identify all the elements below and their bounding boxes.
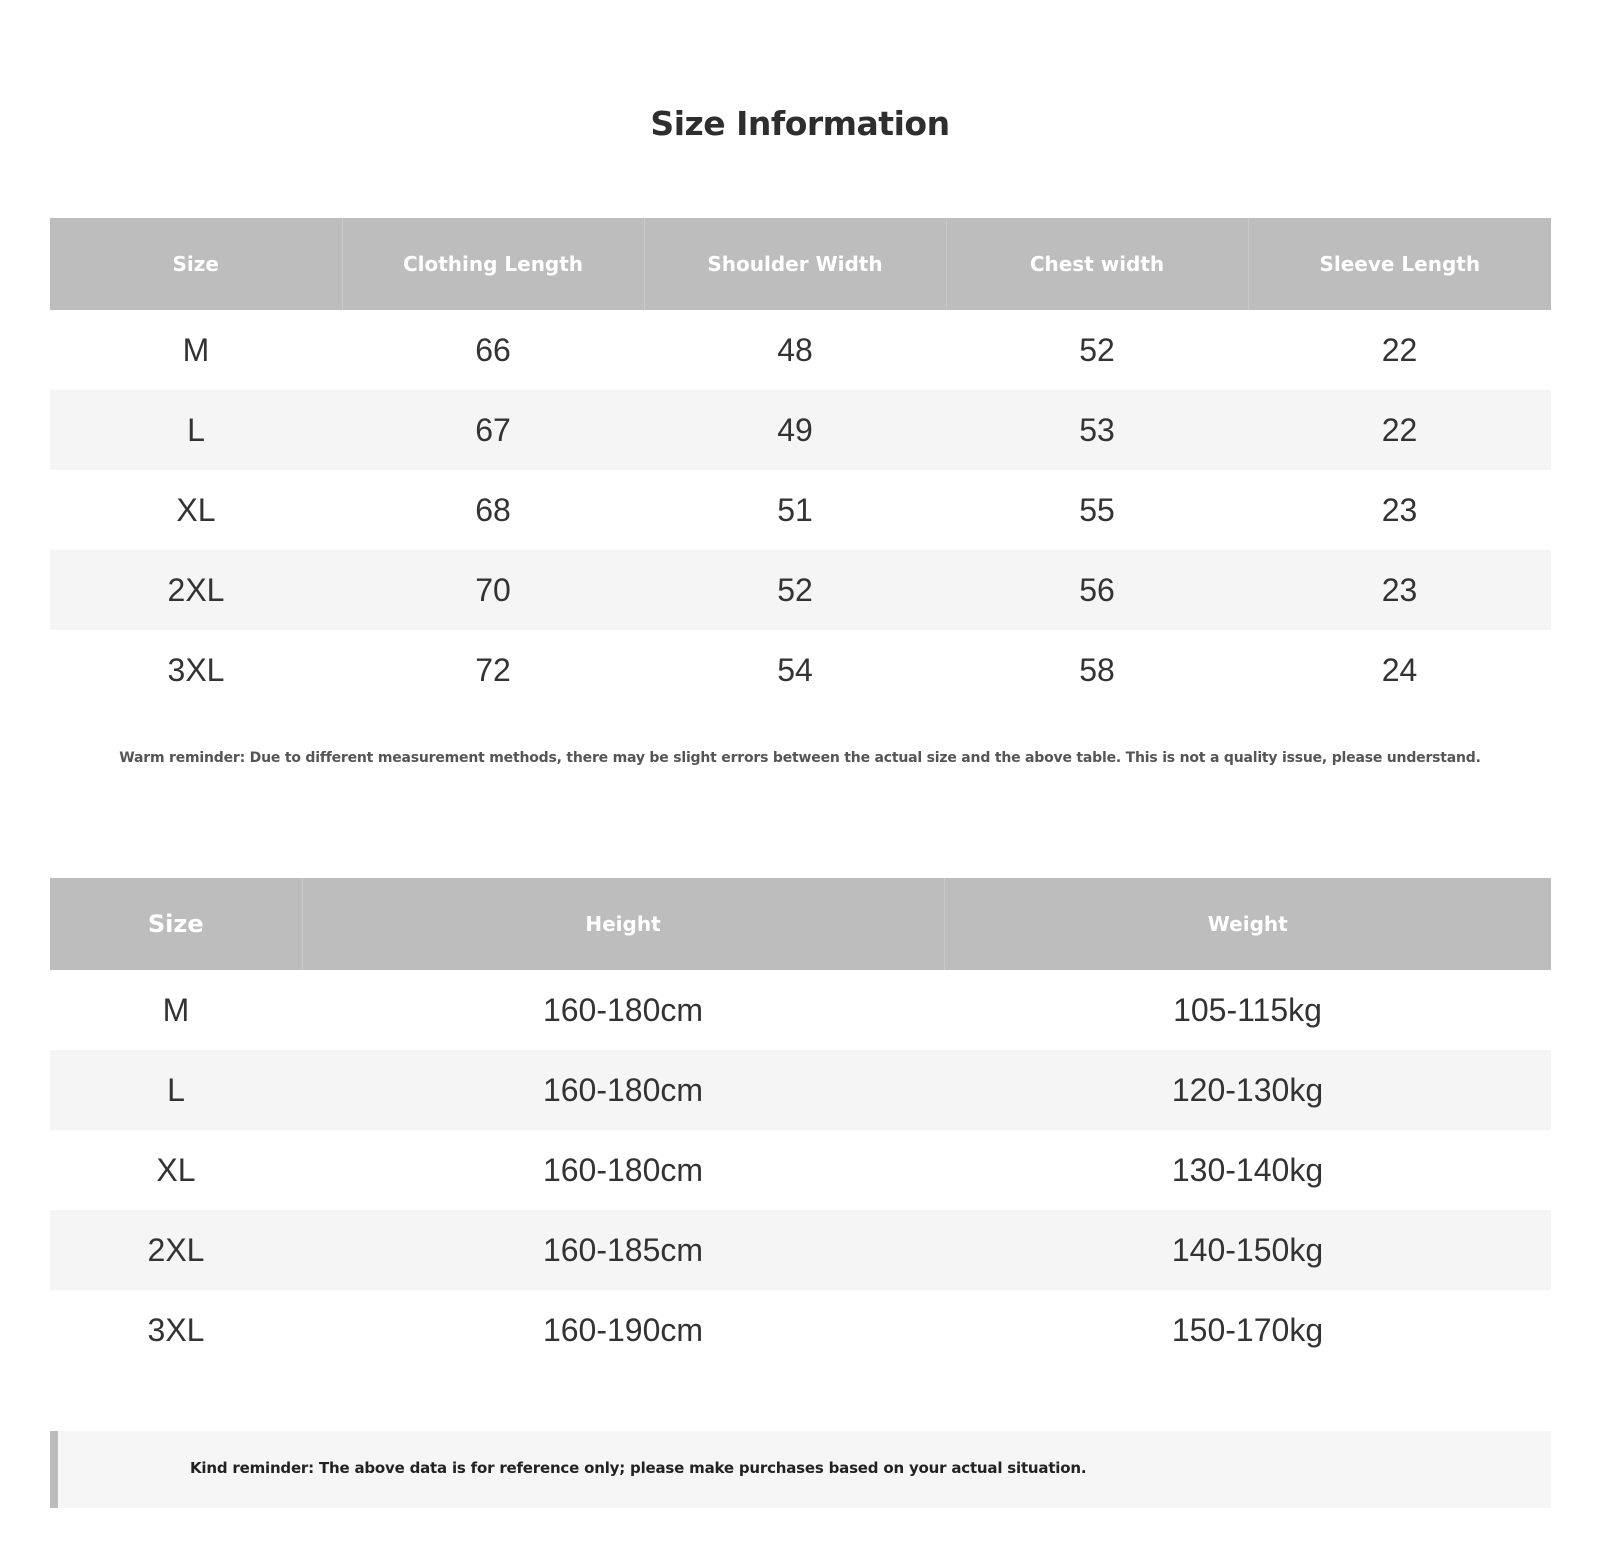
size-cell: XL [50, 470, 342, 550]
sleeve-length-cell: 23 [1248, 470, 1551, 550]
size-cell: 3XL [50, 630, 342, 710]
column-header-size: Size [50, 878, 302, 970]
table-row [50, 310, 1551, 390]
size-cell: 2XL [50, 1210, 302, 1290]
clothing-length-cell: 68 [342, 470, 644, 550]
kind-reminder-box [50, 1431, 1551, 1508]
column-header-shoulder-width: Shoulder Width [644, 218, 946, 310]
shoulder-width-cell: 48 [644, 310, 946, 390]
chest-width-cell: 52 [946, 310, 1248, 390]
weight-cell: 120-130kg [944, 1050, 1551, 1130]
clothing-length-cell: 66 [342, 310, 644, 390]
height-cell: 160-180cm [302, 970, 944, 1050]
chest-width-cell: 53 [946, 390, 1248, 470]
height-cell: 160-180cm [302, 1130, 944, 1210]
clothing-length-cell: 67 [342, 390, 644, 470]
column-header-clothing-length: Clothing Length [342, 218, 644, 310]
size-cell: 2XL [50, 550, 342, 630]
column-header-size: Size [50, 218, 342, 310]
column-header-weight: Weight [944, 878, 1551, 970]
shoulder-width-cell: 54 [644, 630, 946, 710]
page-title: Size Information [650, 104, 950, 143]
table-row [50, 1050, 1551, 1130]
size-cell: M [50, 970, 302, 1050]
size-cell: L [50, 390, 342, 470]
size-table-header-row [50, 218, 1551, 310]
shoulder-width-cell: 49 [644, 390, 946, 470]
kind-reminder-note: Kind reminder: The above data is for reference only; please make purchases based on your actual situation. [190, 1459, 1087, 1477]
table-row [50, 1290, 1551, 1370]
column-header-height: Height [302, 878, 944, 970]
height-cell: 160-185cm [302, 1210, 944, 1290]
sleeve-length-cell: 22 [1248, 390, 1551, 470]
sleeve-length-cell: 23 [1248, 550, 1551, 630]
column-header-chest-width: Chest width [946, 218, 1248, 310]
table-row [50, 550, 1551, 630]
shoulder-width-cell: 52 [644, 550, 946, 630]
clothing-length-cell: 70 [342, 550, 644, 630]
size-table [50, 218, 1551, 710]
size-cell: XL [50, 1130, 302, 1210]
table-row [50, 470, 1551, 550]
clothing-length-cell: 72 [342, 630, 644, 710]
fit-table-header-row [50, 878, 1551, 970]
table-row [50, 1210, 1551, 1290]
warm-reminder-note: Warm reminder: Due to different measurement methods, there may be slight errors between the actual size and the above table. This is not a quality issue, please understand. [119, 750, 1481, 766]
size-cell: L [50, 1050, 302, 1130]
table-row [50, 390, 1551, 470]
size-cell: M [50, 310, 342, 390]
height-cell: 160-180cm [302, 1050, 944, 1130]
chest-width-cell: 58 [946, 630, 1248, 710]
weight-cell: 130-140kg [944, 1130, 1551, 1210]
column-header-sleeve-length: Sleeve Length [1248, 218, 1551, 310]
weight-cell: 140-150kg [944, 1210, 1551, 1290]
fit-table [50, 878, 1551, 1370]
weight-cell: 150-170kg [944, 1290, 1551, 1370]
table-row [50, 1130, 1551, 1210]
sleeve-length-cell: 24 [1248, 630, 1551, 710]
sleeve-length-cell: 22 [1248, 310, 1551, 390]
weight-cell: 105-115kg [944, 970, 1551, 1050]
shoulder-width-cell: 51 [644, 470, 946, 550]
table-row [50, 630, 1551, 710]
chest-width-cell: 56 [946, 550, 1248, 630]
height-cell: 160-190cm [302, 1290, 944, 1370]
chest-width-cell: 55 [946, 470, 1248, 550]
table-row [50, 970, 1551, 1050]
size-cell: 3XL [50, 1290, 302, 1370]
